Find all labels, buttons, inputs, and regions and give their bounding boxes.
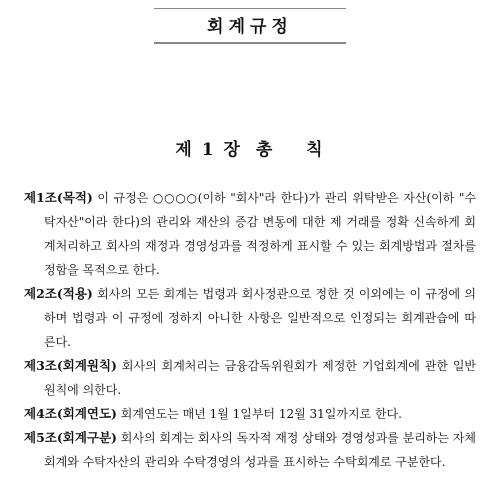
chapter-name: 총 칙: [255, 140, 325, 160]
article-2-heading: 제2조(적용): [24, 286, 93, 301]
chapter-heading: [0, 139, 500, 161]
article-3-text: 회사의 회계처리는 금융감독위원회가 제정한 기업회계에 관한 일반원칙에 의한다.: [44, 359, 476, 397]
title-bottom-rule: [154, 42, 346, 44]
document-title-block: [154, 8, 346, 44]
article-2: [24, 282, 476, 354]
article-2-text: 회사의 모든 회계는 법령과 회사정관으로 정한 것 이외에는 이 규정에 의하며 법령과 이 규정에 정하지 아니한 사항은 일반적으로 인정되는 회계관습에 따른다.: [44, 287, 476, 349]
article-5-text: 회사의 회계는 회사의 독자적 재정 상태와 경영성과를 분리하는 자체회계와 수탁자산의 관리와 수탁경영의 성과를 표시하는 수탁회계로 구분한다.: [44, 431, 476, 469]
article-4-text: 회계연도는 매년 1월 1일부터 12월 31일까지로 한다.: [116, 407, 402, 421]
article-5-heading: 제5조(회계구분): [24, 430, 117, 445]
chapter-number: 제 1 장: [175, 140, 242, 160]
article-4: [24, 402, 476, 426]
article-1: [24, 186, 476, 282]
document-title: 회계규정: [207, 17, 293, 37]
title-top-rule: [154, 8, 346, 9]
article-list: [24, 186, 476, 474]
article-1-text: 이 규정은 ○○○○(이하 "회사"라 한다)가 관리 위탁받은 자산(이하 "수탁자산"이라 한다)의 관리와 재산의 증감 변동에 대한 제 거래를 정확 신속하게 회계처리하고 회사의 재정과 경영성과를 적정하게 표시할 수 있는 회계방법과 절차를 정함을 목적으로 한다.: [44, 191, 476, 277]
article-1-heading: 제1조(목적): [24, 190, 93, 205]
article-5: [24, 426, 476, 474]
article-3: [24, 354, 476, 402]
article-3-heading: 제3조(회계원칙): [24, 358, 117, 373]
article-4-heading: 제4조(회계연도): [24, 406, 117, 421]
